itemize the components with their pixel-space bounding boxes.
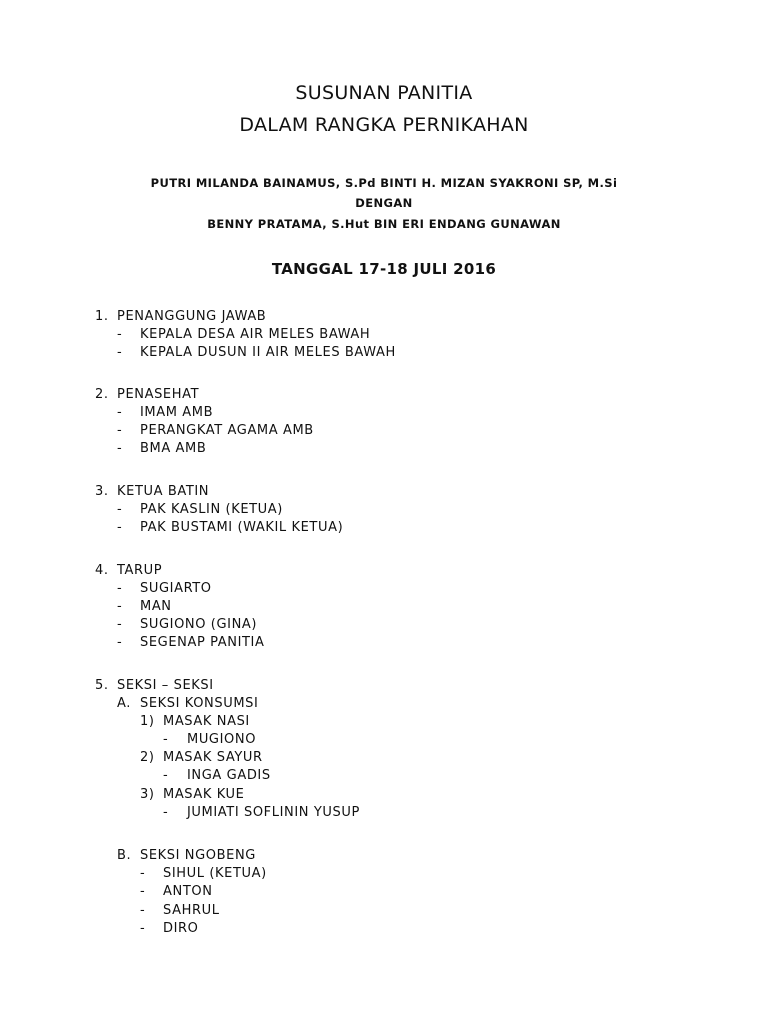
dash-bullet: - bbox=[117, 635, 123, 650]
list-item: PERANGKAT AGAMA AMB bbox=[140, 423, 314, 438]
list-item: MAN bbox=[140, 599, 172, 614]
subsection-letter: A. bbox=[117, 696, 131, 711]
section-title: TARUP bbox=[117, 563, 163, 578]
groom-line: BENNY PRATAMA, S.Hut BIN ERI ENDANG GUNAWAN bbox=[207, 217, 561, 231]
dash-bullet: - bbox=[163, 732, 169, 747]
list-item: DIRO bbox=[163, 921, 199, 936]
section-number: 3. bbox=[95, 484, 109, 499]
section-number: 1. bbox=[95, 309, 109, 324]
task-title: MASAK KUE bbox=[163, 787, 245, 802]
list-item: BMA AMB bbox=[140, 441, 207, 456]
list-item: PAK KASLIN (KETUA) bbox=[140, 502, 283, 517]
dash-bullet: - bbox=[163, 805, 169, 820]
section-number: 4. bbox=[95, 563, 109, 578]
list-item: KEPALA DUSUN II AIR MELES BAWAH bbox=[140, 345, 396, 360]
list-item: SAHRUL bbox=[163, 903, 220, 918]
list-item: MUGIONO bbox=[187, 732, 257, 747]
dash-bullet: - bbox=[117, 405, 123, 420]
dash-bullet: - bbox=[117, 441, 123, 456]
dash-bullet: - bbox=[117, 345, 123, 360]
list-item: SUGIONO (GINA) bbox=[140, 617, 258, 632]
dash-bullet: - bbox=[117, 520, 123, 535]
section-number: 2. bbox=[95, 387, 109, 402]
event-date: TANGGAL 17-18 JULI 2016 bbox=[271, 260, 497, 278]
document-title: SUSUNAN PANITIA bbox=[295, 82, 473, 104]
conjunction-line: DENGAN bbox=[355, 196, 413, 210]
subsection-title: SEKSI NGOBENG bbox=[140, 848, 256, 863]
dash-bullet: - bbox=[140, 884, 146, 899]
task-number: 2) bbox=[140, 750, 155, 765]
list-item: JUMIATI SOFLININ YUSUP bbox=[187, 805, 360, 820]
dash-bullet: - bbox=[117, 423, 123, 438]
section-title: SEKSI – SEKSI bbox=[117, 678, 214, 693]
list-item: INGA GADIS bbox=[187, 768, 271, 783]
subsection-letter: B. bbox=[117, 848, 132, 863]
list-item: IMAM AMB bbox=[140, 405, 214, 420]
dash-bullet: - bbox=[117, 599, 123, 614]
dash-bullet: - bbox=[117, 502, 123, 517]
bride-line: PUTRI MILANDA BAINAMUS, S.Pd BINTI H. MIZAN SYAKRONI SP, M.Si bbox=[150, 176, 618, 190]
dash-bullet: - bbox=[117, 327, 123, 342]
section-title: KETUA BATIN bbox=[117, 484, 210, 499]
dash-bullet: - bbox=[163, 768, 169, 783]
document-subtitle: DALAM RANGKA PERNIKAHAN bbox=[239, 114, 529, 136]
dash-bullet: - bbox=[140, 921, 146, 936]
subsection-title: SEKSI KONSUMSI bbox=[140, 696, 259, 711]
list-item: ANTON bbox=[163, 884, 213, 899]
task-title: MASAK NASI bbox=[163, 714, 250, 729]
section-title: PENANGGUNG JAWAB bbox=[117, 309, 267, 324]
dash-bullet: - bbox=[117, 617, 123, 632]
list-item: KEPALA DESA AIR MELES BAWAH bbox=[140, 327, 371, 342]
task-title: MASAK SAYUR bbox=[163, 750, 263, 765]
list-item: SUGIARTO bbox=[140, 581, 212, 596]
list-item: SEGENAP PANITIA bbox=[140, 635, 265, 650]
task-number: 1) bbox=[140, 714, 155, 729]
dash-bullet: - bbox=[117, 581, 123, 596]
section-title: PENASEHAT bbox=[117, 387, 200, 402]
dash-bullet: - bbox=[140, 866, 146, 881]
dash-bullet: - bbox=[140, 903, 146, 918]
task-number: 3) bbox=[140, 787, 155, 802]
section-number: 5. bbox=[95, 678, 109, 693]
list-item: PAK BUSTAMI (WAKIL KETUA) bbox=[140, 520, 344, 535]
list-item: SIHUL (KETUA) bbox=[163, 866, 267, 881]
